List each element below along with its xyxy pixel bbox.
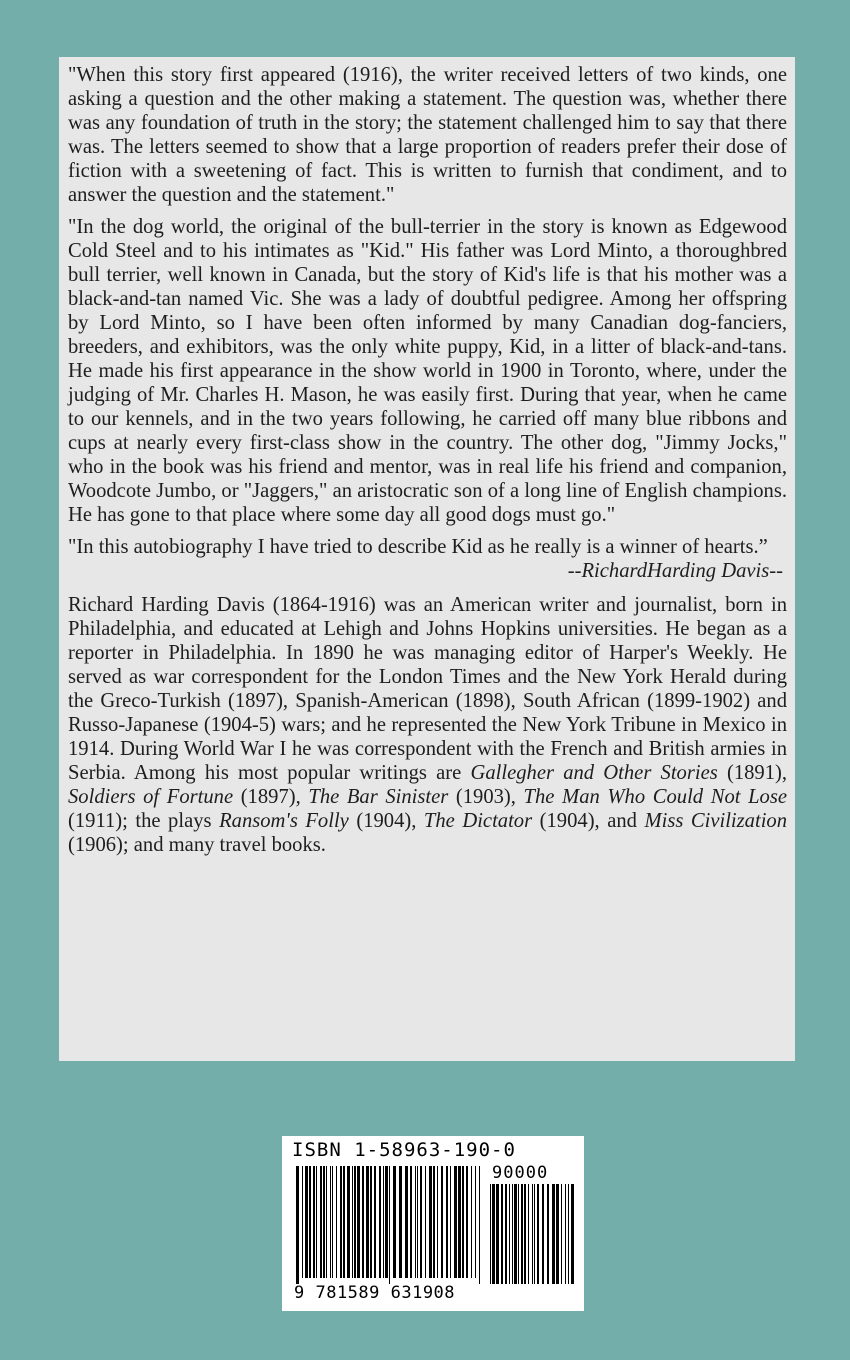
bio-work-title: Ransom's Folly [219, 810, 349, 832]
barcode-bar [501, 1184, 503, 1284]
barcode-bar [509, 1184, 510, 1284]
barcode-bar [479, 1166, 480, 1284]
barcode-bar [454, 1166, 457, 1278]
bio-text: (1904), [348, 810, 424, 832]
barcode-bar [320, 1166, 322, 1278]
barcode-bar [425, 1166, 426, 1278]
barcode-bar [313, 1166, 315, 1278]
quote-paragraph-1: "When this story first appeared (1916), the writer received letters of two kinds, one asking a question and the other making a statement. The question was, whether there was any foundation of truth in the story; the statement challenged him to say that there was. The letters seemed to show that a large proportion of readers prefer their dose of fiction with a sweetening of fact. This is written to furnish that condiment, and to answer the question and the statement." [68, 64, 787, 206]
bio-text: (1904), and [532, 810, 645, 832]
addon-barcode-bars [490, 1184, 574, 1284]
barcode-bar [370, 1166, 372, 1278]
barcode-bar [357, 1166, 360, 1278]
barcode-bar [492, 1184, 495, 1284]
bio-text: Richard Harding Davis (1864-1916) was an American writer and journalist, born in Philadelphia, and educated at Lehigh and Johns Hopkins universities. He began as a reporter in Philadelphia. In 1890 he was managing editor of Harper's Weekly. He served as war correspondent for the London Times and the New York Herald during the Greco-Turkish (1897), Spanish-American (1898), South African (1899-1902) and Russo-Japanese (1904-5) wars; and he represented the New York Tribune in Mexico in 1914. During World War I he was correspondent with the French and British armies in Serbia. Among his most popular writings are [68, 594, 787, 784]
barcode-bar [330, 1166, 331, 1278]
barcode-bar [547, 1184, 549, 1284]
barcode-bar [420, 1166, 422, 1278]
barcode-bar [475, 1166, 476, 1278]
barcode-bar [343, 1166, 345, 1278]
price-addon-code: 90000 [492, 1163, 549, 1183]
bio-work-title: The Man Who Could Not Lose [523, 786, 787, 808]
barcode-bar [441, 1166, 443, 1278]
barcode-bar [296, 1166, 299, 1284]
barcode-bar [512, 1184, 513, 1284]
barcode-bar [532, 1184, 533, 1284]
barcode-bar [374, 1166, 376, 1278]
barcode-bar [309, 1166, 311, 1278]
barcode-bar [429, 1166, 432, 1278]
barcode-bar [347, 1166, 350, 1278]
ean-barcode-bars [296, 1166, 484, 1284]
author-biography [68, 593, 787, 857]
barcode-bar [433, 1166, 435, 1278]
barcode-bar [505, 1184, 507, 1284]
barcode-bar [496, 1184, 499, 1284]
barcode-bar [332, 1166, 333, 1278]
barcode-bar [542, 1184, 544, 1284]
bio-work-title: Soldiers of Fortune [68, 786, 234, 808]
barcode-bar [389, 1166, 390, 1284]
bio-text: (1906); and many travel books. [68, 834, 326, 856]
barcode-bar [340, 1166, 342, 1278]
quote-attribution: --RichardHarding Davis-- [567, 560, 783, 582]
barcode-bar [466, 1166, 468, 1278]
barcode-bar [383, 1166, 384, 1278]
isbn-label: ISBN 1-58963-190-0 [292, 1139, 516, 1161]
barcode-bar [518, 1184, 519, 1284]
barcode-bar [302, 1166, 303, 1278]
barcode-bar [437, 1166, 438, 1278]
barcode-bar [415, 1166, 416, 1278]
ean-code: 9 781589 631908 [294, 1283, 456, 1303]
barcode-bar [354, 1166, 356, 1278]
bio-text: (1903), [448, 786, 524, 808]
barcode-bar [393, 1166, 396, 1278]
bio-text: (1897), [233, 786, 309, 808]
barcode-bar [556, 1184, 559, 1284]
barcode-bar [552, 1184, 555, 1284]
barcode-bar [528, 1184, 529, 1284]
quote-paragraph-2: "In the dog world, the original of the bull-terrier in the story is known as Edgewood Cold Steel and to his intimates as "Kid." His father was Lord Minto, a thoroughbred bull terrier, well known in Canada, but the story of Kid's life is that his mother was a black-and-tan named Vic. She was a lady of doubtful pedigree. Among her offspring by Lord Minto, so I have been often informed by many Canadian dog-fanciers, breeders, and exhibitors, was the only white puppy, Kid, in a litter of black-and-tans. He made his first appearance in the show world in 1900 in Toronto, where, under the judging of Mr. Charles H. Mason, he was easily first. During that year, when he came to our kennels, and in the two years following, he carried off many blue ribbons and cups at nearly every first-class show in the country. The other dog, "Jimmy Jocks," who in the book was his friend and mentor, was in real life his friend and companion, Woodcote Jumbo, or "Jaggers," an aristocratic son of a long line of English champions. He has gone to that place where some day all good dogs must go." [68, 216, 787, 526]
barcode-bar [399, 1166, 402, 1278]
barcode-bar [458, 1166, 461, 1278]
barcode-bar [366, 1166, 369, 1278]
barcode-bar [490, 1184, 491, 1284]
barcode-bar [571, 1184, 574, 1284]
barcode-bar [462, 1166, 464, 1278]
barcode-bar [336, 1166, 337, 1278]
barcode-bar [534, 1184, 535, 1284]
barcode-bar [471, 1166, 472, 1278]
barcode-bar [450, 1166, 451, 1278]
barcode-bar [405, 1166, 408, 1278]
barcode-bar [410, 1166, 412, 1278]
isbn-barcode [282, 1136, 584, 1311]
barcode-bar [417, 1166, 418, 1278]
barcode-bar [305, 1166, 308, 1278]
barcode-bar [568, 1184, 569, 1284]
barcode-bar [316, 1166, 317, 1278]
barcode-bar [326, 1166, 327, 1278]
barcode-bar [385, 1166, 388, 1278]
barcode-bar [565, 1184, 566, 1284]
barcode-bar [521, 1184, 523, 1284]
barcode-bar [537, 1184, 539, 1284]
quote-paragraph-3: "In this autobiography I have tried to describe Kid as he really is a winner of hearts.” [68, 536, 768, 558]
back-cover-text-panel [59, 57, 795, 1061]
bio-work-title: Gallegher and Other Stories [470, 762, 718, 784]
barcode-bar [362, 1166, 364, 1278]
bio-work-title: The Dictator [423, 810, 533, 832]
bio-text: (1911); the plays [68, 810, 220, 832]
barcode-bar [524, 1184, 526, 1284]
bio-work-title: Miss Civilization [644, 810, 788, 832]
barcode-bar [446, 1166, 448, 1278]
barcode-bar [514, 1184, 517, 1284]
barcode-bar [352, 1166, 353, 1278]
bio-work-title: The Bar Sinister [308, 786, 449, 808]
barcode-bar [323, 1166, 325, 1278]
bio-text: (1891), [717, 762, 788, 784]
barcode-bar [561, 1184, 562, 1284]
barcode-bar [379, 1166, 381, 1278]
